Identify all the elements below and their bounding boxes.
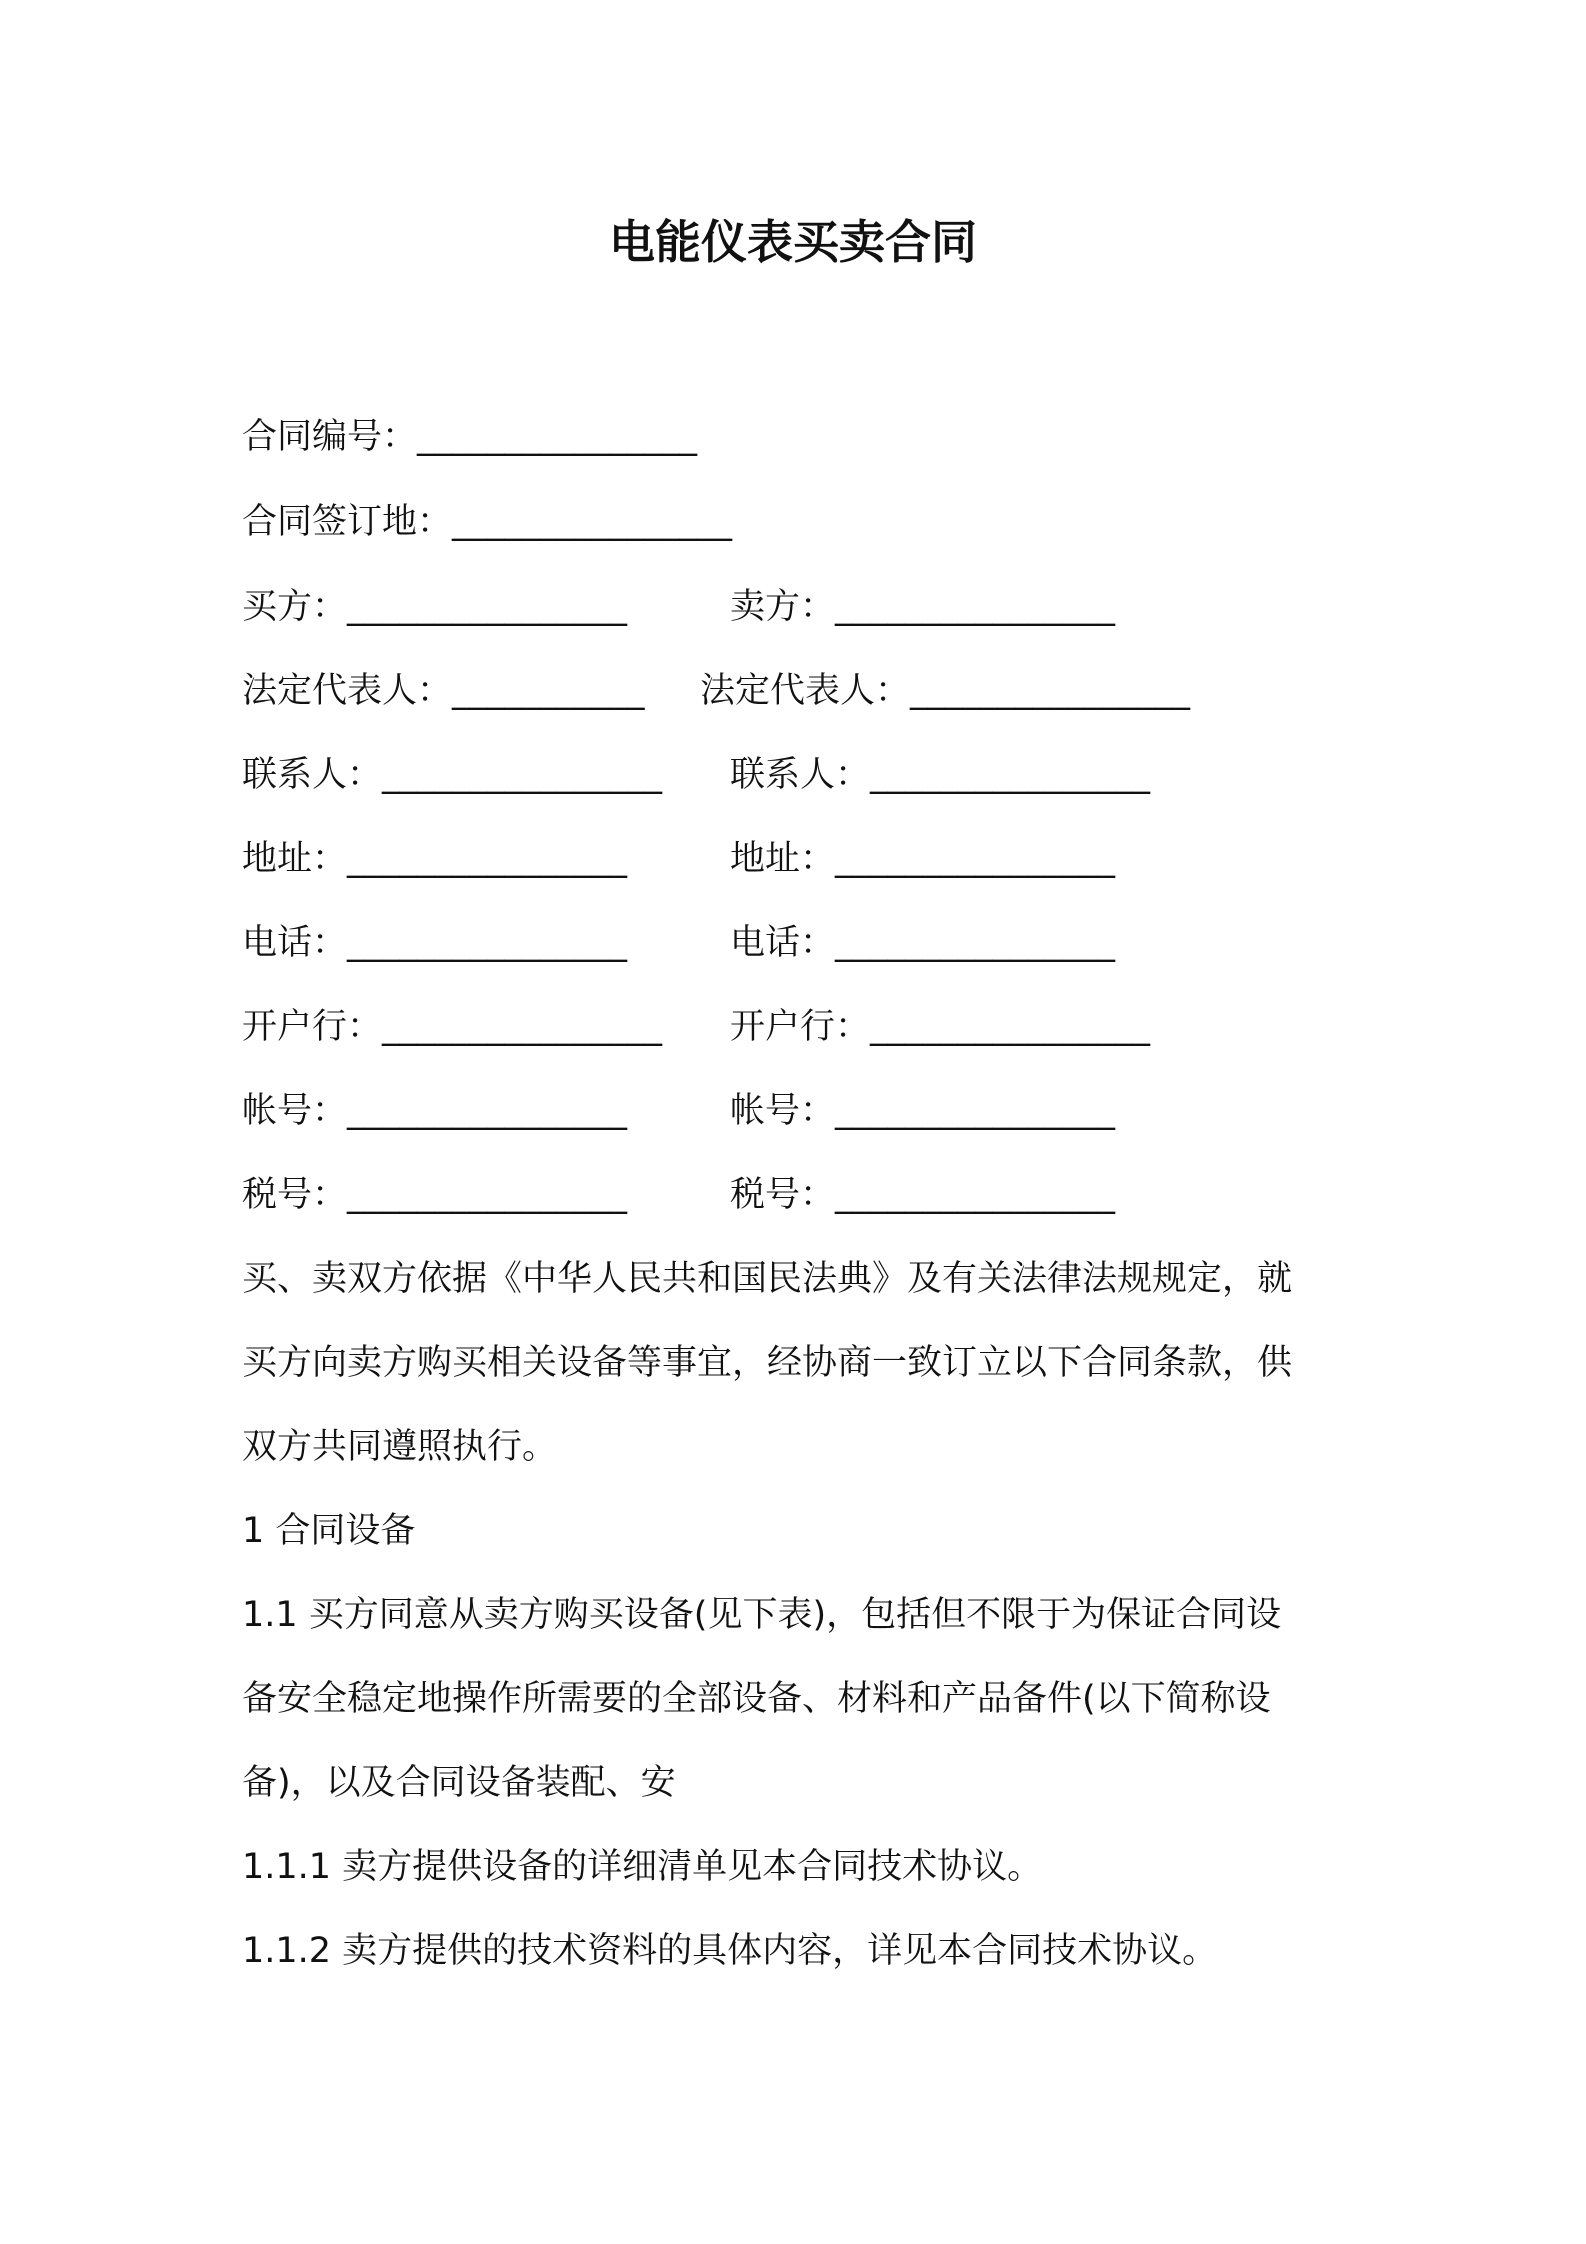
signing-place-field: 合同签订地：________________ bbox=[242, 502, 733, 542]
document-title: 电能仪表买卖合同 bbox=[609, 215, 977, 269]
clause-1-1-1: 1.1.1 卖方提供设备的详细清单见本合同技术协议。 bbox=[242, 1847, 1043, 1887]
clause-1-1-line-2: 备安全稳定地操作所需要的全部设备、材料和产品备件(以下简称设 bbox=[242, 1679, 1271, 1719]
seller-account-field: 帐号：________________ bbox=[730, 1091, 1116, 1131]
seller-field: 卖方：________________ bbox=[730, 587, 1116, 627]
seller-phone-field: 电话：________________ bbox=[730, 923, 1116, 963]
seller-legal-rep-field: 法定代表人：________________ bbox=[700, 671, 1191, 711]
clause-1-1-2: 1.1.2 卖方提供的技术资料的具体内容，详见本合同技术协议。 bbox=[242, 1931, 1218, 1971]
seller-tax-field: 税号：________________ bbox=[730, 1175, 1116, 1215]
buyer-address-field: 地址：________________ bbox=[242, 839, 628, 879]
intro-line-1: 买、卖双方依据《中华人民共和国民法典》及有关法律法规规定，就 bbox=[242, 1259, 1293, 1299]
contract-number-field: 合同编号：________________ bbox=[242, 417, 698, 457]
section-1-heading: 1 合同设备 bbox=[242, 1511, 416, 1551]
buyer-bank-field: 开户行：________________ bbox=[242, 1007, 663, 1047]
buyer-phone-field: 电话：________________ bbox=[242, 923, 628, 963]
buyer-field: 买方：________________ bbox=[242, 587, 628, 627]
clause-1-1-line-1: 1.1 买方同意从卖方购买设备(见下表)，包括但不限于为保证合同设 bbox=[242, 1595, 1282, 1635]
clause-1-1-line-3: 备)，以及合同设备装配、安 bbox=[242, 1763, 676, 1803]
buyer-contact-field: 联系人：________________ bbox=[242, 755, 663, 795]
seller-address-field: 地址：________________ bbox=[730, 839, 1116, 879]
intro-line-2: 买方向卖方购买相关设备等事宜，经协商一致订立以下合同条款，供 bbox=[242, 1343, 1293, 1383]
intro-line-3: 双方共同遵照执行。 bbox=[242, 1427, 558, 1467]
seller-bank-field: 开户行：________________ bbox=[730, 1007, 1151, 1047]
buyer-legal-rep-field: 法定代表人：___________ bbox=[242, 671, 645, 711]
seller-contact-field: 联系人：________________ bbox=[730, 755, 1151, 795]
buyer-tax-field: 税号：________________ bbox=[242, 1175, 628, 1215]
buyer-account-field: 帐号：________________ bbox=[242, 1091, 628, 1131]
